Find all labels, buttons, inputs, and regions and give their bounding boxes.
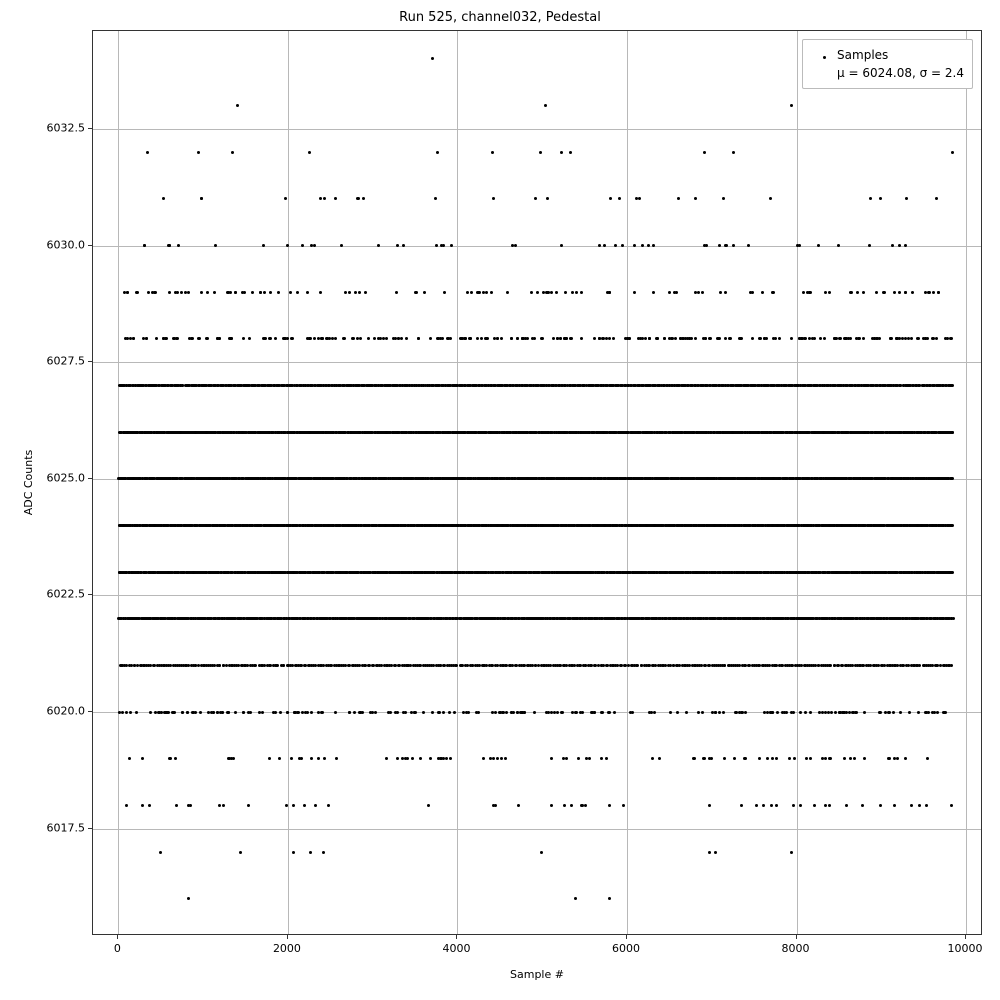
scatter-point bbox=[703, 151, 706, 154]
scatter-point bbox=[856, 291, 859, 294]
scatter-point bbox=[429, 337, 432, 340]
gridline-vertical bbox=[118, 31, 119, 934]
scatter-point bbox=[466, 291, 469, 294]
scatter-point bbox=[526, 337, 529, 340]
scatter-point bbox=[155, 337, 158, 340]
gridline-horizontal bbox=[93, 829, 981, 830]
scatter-point bbox=[397, 337, 400, 340]
scatter-point bbox=[598, 337, 601, 340]
scatter-point bbox=[858, 337, 861, 340]
scatter-point bbox=[359, 337, 362, 340]
gridline-vertical bbox=[457, 31, 458, 934]
scatter-point bbox=[385, 337, 388, 340]
scatter-point bbox=[434, 197, 437, 200]
scatter-point bbox=[694, 197, 697, 200]
scatter-point bbox=[694, 337, 697, 340]
scatter-point bbox=[187, 291, 190, 294]
scatter-point bbox=[269, 291, 272, 294]
scatter-point bbox=[242, 337, 245, 340]
scatter-point bbox=[905, 197, 908, 200]
scatter-point bbox=[516, 337, 519, 340]
scatter-point bbox=[417, 337, 420, 340]
gridline-horizontal bbox=[93, 362, 981, 363]
scatter-point bbox=[132, 337, 135, 340]
scatter-point bbox=[951, 524, 954, 527]
scatter-point bbox=[373, 337, 376, 340]
scatter-point bbox=[358, 291, 361, 294]
scatter-point bbox=[162, 197, 165, 200]
scatter-point bbox=[924, 291, 927, 294]
gridline-vertical bbox=[288, 31, 289, 934]
scatter-point bbox=[849, 291, 852, 294]
scatter-point bbox=[560, 244, 563, 247]
scatter-point bbox=[229, 291, 232, 294]
scatter-point bbox=[200, 291, 203, 294]
scatter-point bbox=[898, 291, 901, 294]
scatter-point bbox=[725, 244, 728, 247]
scatter-point bbox=[436, 151, 439, 154]
scatter-point bbox=[790, 337, 793, 340]
scatter-point bbox=[306, 291, 309, 294]
scatter-point bbox=[719, 291, 722, 294]
scatter-point bbox=[354, 291, 357, 294]
scatter-point bbox=[377, 244, 380, 247]
scatter-point bbox=[243, 291, 246, 294]
scatter-point bbox=[556, 337, 559, 340]
scatter-point bbox=[751, 291, 754, 294]
scatter-point bbox=[808, 337, 811, 340]
scatter-point bbox=[950, 337, 953, 340]
scatter-point bbox=[177, 244, 180, 247]
scatter-point bbox=[431, 57, 434, 60]
scatter-point bbox=[263, 291, 266, 294]
scatter-point bbox=[147, 291, 150, 294]
scatter-point bbox=[319, 291, 322, 294]
scatter-point bbox=[367, 337, 370, 340]
chart-title: Run 525, channel032, Pedestal bbox=[399, 10, 601, 25]
scatter-point bbox=[395, 291, 398, 294]
scatter-point bbox=[932, 291, 935, 294]
scatter-point bbox=[296, 291, 299, 294]
scatter-point bbox=[898, 244, 901, 247]
scatter-point bbox=[400, 337, 403, 340]
scatter-point bbox=[491, 151, 494, 154]
scatter-point bbox=[364, 291, 367, 294]
scatter-point bbox=[724, 291, 727, 294]
scatter-point bbox=[638, 197, 641, 200]
scatter-point bbox=[550, 291, 553, 294]
scatter-point bbox=[469, 337, 472, 340]
scatter-point bbox=[559, 337, 562, 340]
scatter-point bbox=[323, 197, 326, 200]
scatter-point bbox=[879, 197, 882, 200]
scatter-point bbox=[405, 337, 408, 340]
scatter-point bbox=[824, 291, 827, 294]
scatter-point bbox=[648, 337, 651, 340]
scatter-point bbox=[168, 244, 171, 247]
scatter-point bbox=[951, 571, 954, 574]
scatter-point bbox=[910, 337, 913, 340]
scatter-point bbox=[552, 337, 555, 340]
scatter-point bbox=[569, 151, 572, 154]
scatter-point bbox=[598, 244, 601, 247]
scatter-point bbox=[802, 291, 805, 294]
scatter-point bbox=[544, 104, 547, 107]
scatter-point bbox=[926, 337, 929, 340]
scatter-point bbox=[480, 337, 483, 340]
scatter-point bbox=[774, 337, 777, 340]
scatter-point bbox=[180, 291, 183, 294]
scatter-point bbox=[126, 291, 129, 294]
scatter-point bbox=[935, 197, 938, 200]
scatter-point bbox=[313, 244, 316, 247]
scatter-point bbox=[496, 337, 499, 340]
scatter-point bbox=[951, 477, 954, 480]
scatter-point bbox=[533, 337, 536, 340]
scatter-point bbox=[234, 291, 237, 294]
scatter-point bbox=[732, 151, 735, 154]
scatter-point bbox=[759, 337, 762, 340]
scatter-point bbox=[570, 337, 573, 340]
scatter-point bbox=[951, 151, 954, 154]
scatter-point bbox=[823, 337, 826, 340]
scatter-point bbox=[828, 291, 831, 294]
scatter-point bbox=[356, 337, 359, 340]
scatter-point bbox=[697, 291, 700, 294]
scatter-point bbox=[608, 291, 611, 294]
scatter-point bbox=[813, 337, 816, 340]
scatter-point bbox=[798, 244, 801, 247]
scatter-point bbox=[904, 244, 907, 247]
scatter-point bbox=[530, 291, 533, 294]
scatter-point bbox=[450, 244, 453, 247]
scatter-point bbox=[808, 291, 811, 294]
scatter-point bbox=[476, 337, 479, 340]
scatter-point bbox=[200, 197, 203, 200]
scatter-point bbox=[633, 244, 636, 247]
plot-area bbox=[92, 30, 982, 935]
scatter-point bbox=[644, 337, 647, 340]
scatter-point bbox=[614, 244, 617, 247]
scatter-point bbox=[129, 337, 132, 340]
scatter-point bbox=[694, 291, 697, 294]
scatter-point bbox=[701, 291, 704, 294]
scatter-point bbox=[904, 337, 907, 340]
scatter-point bbox=[751, 337, 754, 340]
scatter-point bbox=[301, 244, 304, 247]
scatter-point bbox=[718, 244, 721, 247]
scatter-point bbox=[510, 337, 513, 340]
scatter-point bbox=[705, 244, 708, 247]
scatter-point bbox=[284, 197, 287, 200]
scatter-point bbox=[251, 291, 254, 294]
scatter-point bbox=[608, 337, 611, 340]
scatter-point bbox=[477, 291, 480, 294]
scatter-point bbox=[362, 197, 365, 200]
scatter-point bbox=[230, 337, 233, 340]
scatter-point bbox=[740, 337, 743, 340]
scatter-point bbox=[168, 291, 171, 294]
scatter-point bbox=[218, 337, 221, 340]
scatter-point bbox=[514, 244, 517, 247]
scatter-point bbox=[868, 244, 871, 247]
scatter-point bbox=[778, 337, 781, 340]
scatter-point bbox=[394, 337, 397, 340]
scatter-point bbox=[154, 291, 157, 294]
scatter-point bbox=[269, 337, 272, 340]
scatter-point bbox=[319, 197, 322, 200]
scatter-point bbox=[951, 384, 954, 387]
scatter-point bbox=[602, 337, 605, 340]
scatter-point bbox=[862, 337, 865, 340]
scatter-point bbox=[348, 291, 351, 294]
scatter-point bbox=[747, 244, 750, 247]
scatter-point bbox=[937, 291, 940, 294]
scatter-point bbox=[641, 244, 644, 247]
scatter-point bbox=[492, 197, 495, 200]
scatter-point bbox=[382, 337, 385, 340]
scatter-point bbox=[340, 244, 343, 247]
scatter-point bbox=[231, 151, 234, 154]
scatter-point bbox=[724, 337, 727, 340]
scatter-point bbox=[197, 151, 200, 154]
scatter-point bbox=[379, 337, 382, 340]
scatter-point bbox=[839, 337, 842, 340]
scatter-point bbox=[396, 244, 399, 247]
scatter-point bbox=[652, 291, 655, 294]
scatter-point bbox=[817, 244, 820, 247]
scatter-point bbox=[334, 197, 337, 200]
scatter-point bbox=[722, 197, 725, 200]
scatter-point bbox=[539, 151, 542, 154]
scatter-point bbox=[423, 291, 426, 294]
scatter-point bbox=[485, 291, 488, 294]
scatter-point bbox=[534, 197, 537, 200]
scatter-point bbox=[878, 337, 881, 340]
scatter-point bbox=[145, 337, 148, 340]
scatter-point bbox=[435, 244, 438, 247]
scatter-point bbox=[580, 291, 583, 294]
scatter-point bbox=[357, 197, 360, 200]
scatter-point bbox=[176, 291, 179, 294]
scatter-point bbox=[143, 244, 146, 247]
scatter-point bbox=[490, 291, 493, 294]
scatter-point bbox=[911, 291, 914, 294]
gridline-horizontal bbox=[93, 595, 981, 596]
scatter-point bbox=[772, 291, 775, 294]
scatter-point bbox=[493, 337, 496, 340]
scatter-point bbox=[291, 337, 294, 340]
scatter-point bbox=[663, 337, 666, 340]
scatter-point bbox=[546, 197, 549, 200]
scatter-point bbox=[893, 291, 896, 294]
scatter-point bbox=[415, 291, 418, 294]
scatter-point bbox=[213, 291, 216, 294]
scatter-point bbox=[259, 291, 262, 294]
scatter-point bbox=[935, 337, 938, 340]
scatter-point bbox=[633, 291, 636, 294]
scatter-point bbox=[344, 291, 347, 294]
scatter-point bbox=[612, 337, 615, 340]
scatter-point bbox=[506, 291, 509, 294]
scatter-point bbox=[901, 337, 904, 340]
scatter-point bbox=[277, 291, 280, 294]
scatter-point bbox=[308, 151, 311, 154]
gridline-horizontal bbox=[93, 246, 981, 247]
scatter-point bbox=[542, 291, 545, 294]
scatter-point bbox=[869, 197, 872, 200]
scatter-point bbox=[704, 337, 707, 340]
scatter-point bbox=[580, 337, 583, 340]
scatter-point bbox=[313, 337, 316, 340]
gridline-vertical bbox=[797, 31, 798, 934]
scatter-point bbox=[236, 104, 239, 107]
gridline-horizontal bbox=[93, 129, 981, 130]
scatter-point bbox=[647, 244, 650, 247]
scatter-point bbox=[837, 244, 840, 247]
scatter-point bbox=[618, 197, 621, 200]
scatter-point bbox=[545, 291, 548, 294]
scatter-point bbox=[206, 291, 209, 294]
scatter-point bbox=[555, 291, 558, 294]
scatter-point bbox=[470, 291, 473, 294]
scatter-point bbox=[603, 244, 606, 247]
scatter-point bbox=[946, 337, 949, 340]
gridline-vertical bbox=[966, 31, 967, 934]
scatter-point bbox=[575, 291, 578, 294]
scatter-point bbox=[609, 197, 612, 200]
scatter-point bbox=[262, 244, 265, 247]
scatter-point bbox=[593, 337, 596, 340]
scatter-point bbox=[126, 337, 129, 340]
scatter-point bbox=[274, 337, 277, 340]
scatter-point bbox=[862, 291, 865, 294]
scatter-point bbox=[668, 291, 671, 294]
scatter-point bbox=[441, 337, 444, 340]
scatter-point bbox=[875, 291, 878, 294]
scatter-point bbox=[142, 337, 145, 340]
scatter-point bbox=[819, 337, 822, 340]
scatter-point bbox=[123, 291, 126, 294]
scatter-point bbox=[674, 337, 677, 340]
scatter-point bbox=[560, 151, 563, 154]
scatter-point bbox=[621, 244, 624, 247]
scatter-point bbox=[761, 291, 764, 294]
scatter-point bbox=[443, 291, 446, 294]
scatter-point bbox=[500, 337, 503, 340]
scatter-point bbox=[904, 291, 907, 294]
scatter-point bbox=[536, 291, 539, 294]
scatter-point bbox=[790, 104, 793, 107]
scatter-point bbox=[564, 291, 567, 294]
scatter-point bbox=[146, 151, 149, 154]
scatter-point bbox=[571, 291, 574, 294]
scatter-point bbox=[677, 197, 680, 200]
scatter-point bbox=[628, 337, 631, 340]
scatter-point bbox=[248, 337, 251, 340]
scatter-point bbox=[214, 244, 217, 247]
scatter-point bbox=[732, 244, 735, 247]
scatter-point bbox=[334, 337, 337, 340]
scatter-point bbox=[769, 197, 772, 200]
scatter-point bbox=[951, 431, 954, 434]
scatter-point bbox=[675, 291, 678, 294]
scatter-point bbox=[917, 337, 920, 340]
gridline-vertical bbox=[627, 31, 628, 934]
scatter-point bbox=[289, 291, 292, 294]
scatter-point bbox=[891, 244, 894, 247]
